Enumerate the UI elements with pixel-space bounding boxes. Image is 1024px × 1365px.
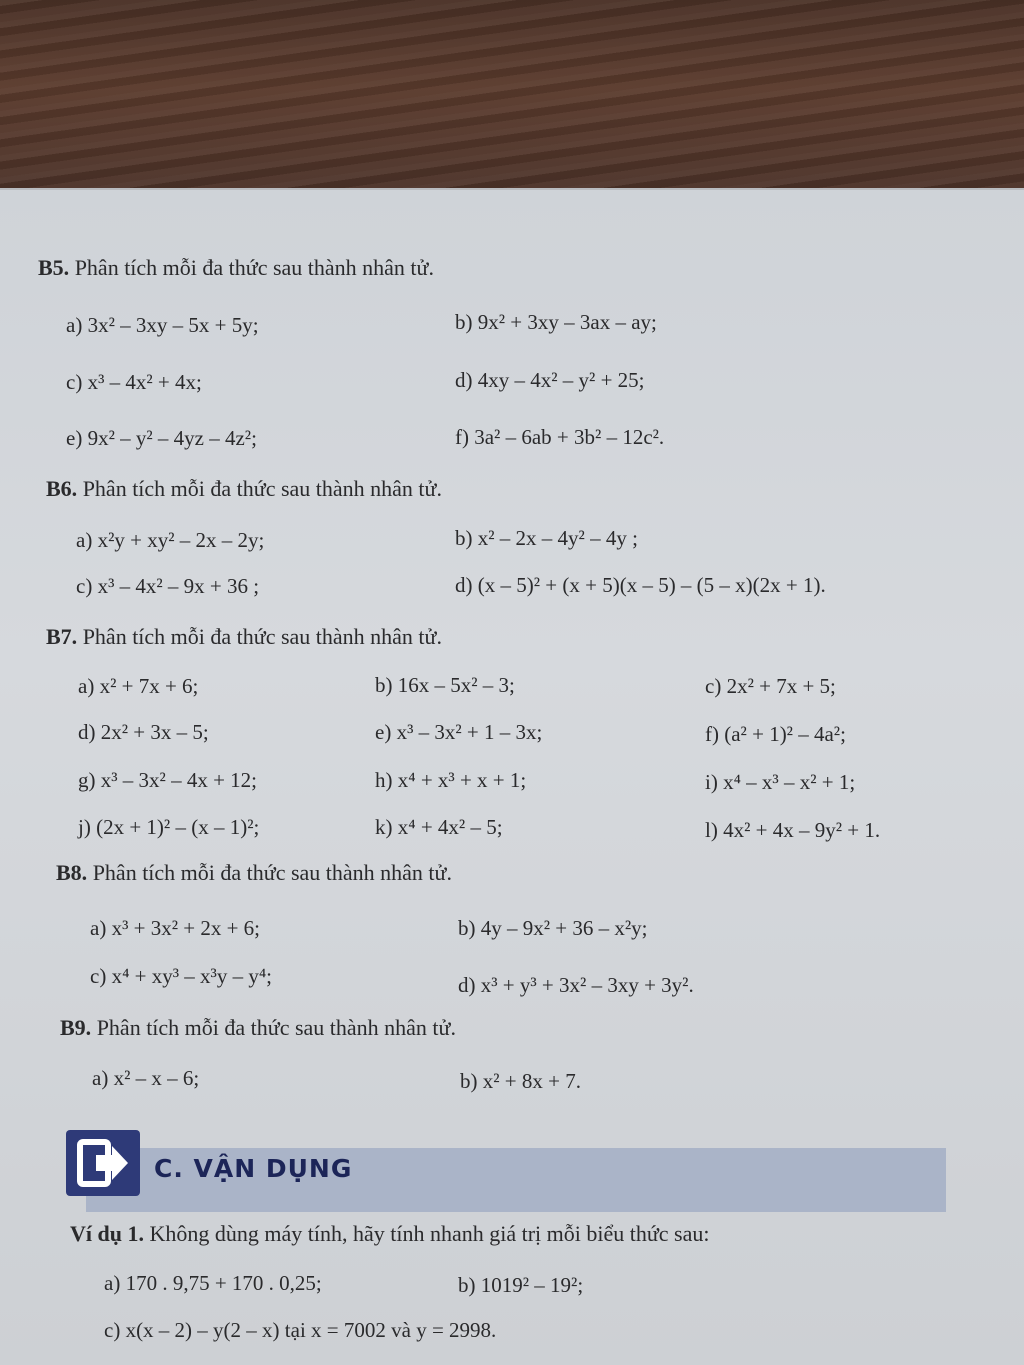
section-title: C. VẬN DỤNG [154,1154,353,1183]
b7-item-i: i) x⁴ – x³ – x² + 1; [705,770,856,794]
example1-item-b: b) 1019² – 19²; [458,1273,584,1297]
section-banner [66,1130,946,1212]
b6-title: Phân tích mỗi đa thức sau thành nhân tử. [82,476,442,501]
b7-item-h: h) x⁴ + x³ + x + 1; [375,768,527,792]
b6-item-c: c) x³ – 4x² – 9x + 36 ; [76,574,260,598]
exit-arrow-icon [66,1130,140,1196]
b5-label: B5. [38,255,70,280]
b6-item-a: a) x²y + xy² – 2x – 2y; [76,528,265,552]
b5-item-a: a) 3x² – 3xy – 5x + 5y; [66,313,259,337]
b7-item-j: j) (2x + 1)² – (x – 1)²; [78,815,260,839]
b5-item-e: e) 9x² – y² – 4yz – 4z²; [66,426,257,450]
b9-item-b: b) x² + 8x + 7. [460,1069,581,1093]
b6-item-d: d) (x – 5)² + (x + 5)(x – 5) – (5 – x)(2x + 1). [455,573,826,597]
b8-label: B8. [56,860,88,885]
b5-title: Phân tích mỗi đa thức sau thành nhân tử. [74,255,434,280]
wooden-table-background [0,0,1024,195]
b7-item-c: c) 2x² + 7x + 5; [705,674,836,698]
b8-item-c: c) x⁴ + xy³ – x³y – y⁴; [90,964,272,988]
b5-item-d: d) 4xy – 4x² – y² + 25; [455,368,645,392]
b5-item-c: c) x³ – 4x² + 4x; [66,370,202,394]
b8-heading [56,862,452,884]
b8-item-a: a) x³ + 3x² + 2x + 6; [90,916,261,940]
b7-heading [46,626,442,648]
b7-item-k: k) x⁴ + 4x² – 5; [375,815,503,839]
b7-item-l: l) 4x² + 4x – 9y² + 1. [705,818,881,842]
b9-label: B9. [60,1015,92,1040]
example1-label: Ví dụ 1. [70,1221,144,1246]
b7-item-d: d) 2x² + 3x – 5; [78,720,209,744]
b8-item-b: b) 4y – 9x² + 36 – x²y; [458,916,648,940]
b7-label: B7. [46,624,78,649]
example1-title: Không dùng máy tính, hãy tính nhanh giá trị mỗi biểu thức sau: [149,1221,710,1246]
b7-item-e: e) x³ – 3x² + 1 – 3x; [375,720,543,744]
b8-title: Phân tích mỗi đa thức sau thành nhân tử. [92,860,452,885]
b7-item-b: b) 16x – 5x² – 3; [375,673,515,697]
b9-item-a: a) x² – x – 6; [92,1066,200,1090]
b5-item-f: f) 3a² – 6ab + 3b² – 12c². [455,425,665,449]
b9-heading [60,1017,456,1039]
b6-heading [46,478,442,500]
textbook-page [0,188,1024,1365]
example1-item-c: c) x(x – 2) – y(2 – x) tại x = 7002 và y = 2998. [104,1318,497,1342]
example1-item-a: a) 170 . 9,75 + 170 . 0,25; [104,1271,322,1295]
b9-title: Phân tích mỗi đa thức sau thành nhân tử. [96,1015,456,1040]
b5-heading [38,257,434,279]
b7-item-a: a) x² + 7x + 6; [78,674,199,698]
b7-title: Phân tích mỗi đa thức sau thành nhân tử. [82,624,442,649]
b8-item-d: d) x³ + y³ + 3x² – 3xy + 3y². [458,973,694,997]
b5-item-b: b) 9x² + 3xy – 3ax – ay; [455,310,657,334]
b6-label: B6. [46,476,78,501]
b6-item-b: b) x² – 2x – 4y² – 4y ; [455,526,638,550]
b7-item-g: g) x³ – 3x² – 4x + 12; [78,768,258,792]
b7-item-f: f) (a² + 1)² – 4a²; [705,722,846,746]
example1-heading [70,1223,710,1245]
